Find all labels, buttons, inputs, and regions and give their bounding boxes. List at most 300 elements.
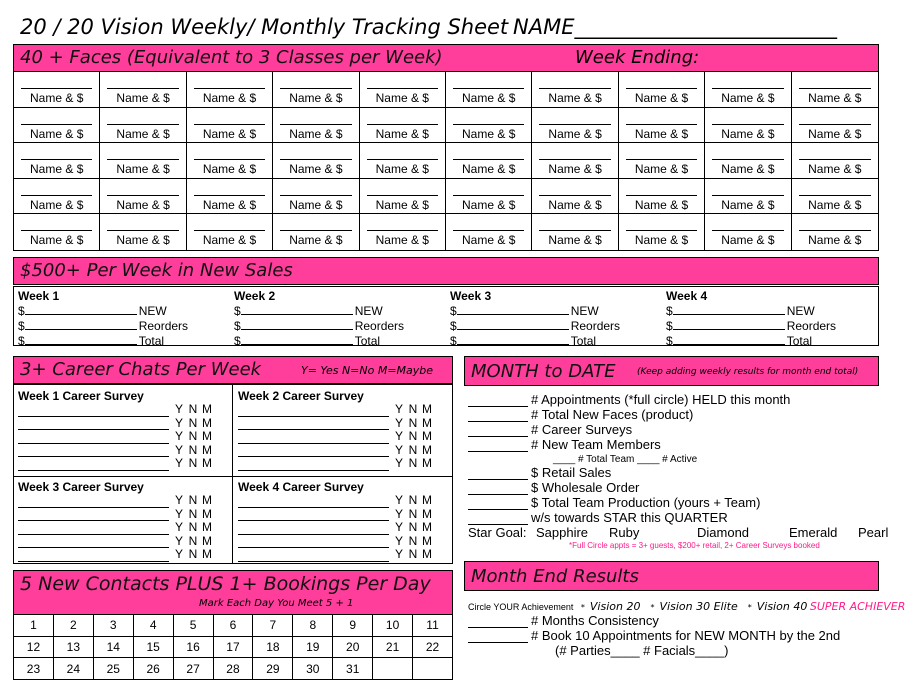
sales-week xyxy=(446,287,662,348)
career-no-option[interactable]: N xyxy=(408,506,418,521)
sales-line-label: Total xyxy=(570,334,597,348)
career-yes-option[interactable]: Y xyxy=(174,415,183,430)
face-entry-cell[interactable] xyxy=(532,72,618,108)
face-entry-line xyxy=(799,230,871,231)
face-entry-cell[interactable] xyxy=(532,179,618,215)
calendar-day[interactable]: 15 xyxy=(133,636,173,658)
career-survey-name-blank[interactable] xyxy=(18,459,169,471)
career-survey-row xyxy=(18,403,215,417)
face-entry-cell[interactable] xyxy=(792,179,878,215)
career-survey-name-blank[interactable] xyxy=(238,445,389,457)
face-entry-line xyxy=(21,159,92,160)
face-entry-label: Name & $ xyxy=(548,162,602,177)
face-entry-cell[interactable] xyxy=(360,72,446,108)
career-yes-option[interactable]: Y xyxy=(394,520,403,534)
level-vision-40[interactable]: Vision 40 xyxy=(756,600,808,613)
face-entry-cell[interactable] xyxy=(273,214,359,250)
face-entry-label: Name & $ xyxy=(634,233,689,248)
sales-amount-blank[interactable] xyxy=(457,318,569,330)
face-entry-label: Name & $ xyxy=(462,162,516,177)
career-no-option[interactable]: N xyxy=(188,415,198,430)
face-entry-line xyxy=(194,124,265,125)
face-entry-cell[interactable] xyxy=(619,143,705,179)
level-vision-20[interactable]: Vision 20 xyxy=(589,600,641,613)
career-yes-option[interactable]: Y xyxy=(394,506,403,521)
face-entry-cell[interactable] xyxy=(14,214,100,250)
face-entry-cell[interactable] xyxy=(187,179,273,215)
sales-week xyxy=(662,287,878,348)
parties-facials-row: (# Parties____ # Facials____) xyxy=(555,643,729,658)
calendar-day[interactable]: 9 xyxy=(333,615,373,637)
career-survey-title: Week 1 Career Survey xyxy=(18,389,144,403)
face-entry-line xyxy=(712,88,783,89)
sales-amount-blank[interactable] xyxy=(25,333,137,345)
face-entry-cell[interactable] xyxy=(532,143,618,179)
career-survey-name-blank[interactable] xyxy=(238,550,389,562)
face-entry-cell[interactable] xyxy=(705,179,791,215)
face-entry-cell[interactable] xyxy=(187,108,273,144)
calendar-day[interactable]: 13 xyxy=(53,636,93,658)
face-entry-label: Name & $ xyxy=(289,197,343,212)
calendar-day[interactable]: 4 xyxy=(133,615,173,637)
face-entry-label: Name & $ xyxy=(375,197,429,212)
career-maybe-option[interactable]: M xyxy=(202,506,212,521)
face-entry-cell[interactable] xyxy=(619,214,705,250)
career-no-option[interactable]: N xyxy=(188,442,198,457)
mtd-blank[interactable] xyxy=(468,467,528,480)
face-entry-cell[interactable] xyxy=(14,143,100,179)
calendar-day[interactable]: 21 xyxy=(373,636,413,658)
face-entry-cell[interactable] xyxy=(446,179,532,215)
face-entry-label: Name & $ xyxy=(634,162,689,177)
career-maybe-option[interactable]: M xyxy=(422,533,432,548)
face-entry-cell[interactable] xyxy=(14,179,100,215)
face-entry-cell[interactable] xyxy=(100,214,186,250)
career-survey-name-blank[interactable] xyxy=(18,405,169,417)
sales-amount-blank[interactable] xyxy=(673,333,785,345)
mtd-blank[interactable] xyxy=(468,512,528,525)
face-entry-cell[interactable] xyxy=(619,108,705,144)
face-entry-line xyxy=(280,230,351,231)
career-survey-name-blank[interactable] xyxy=(238,509,389,521)
face-entry-cell[interactable] xyxy=(619,72,705,108)
career-survey-name-blank[interactable] xyxy=(238,496,389,508)
face-entry-line xyxy=(367,195,438,196)
career-yes-option[interactable]: Y xyxy=(174,520,183,534)
career-no-option[interactable]: N xyxy=(408,442,418,457)
career-survey-name-blank[interactable] xyxy=(18,418,169,430)
dollar-sign: $ xyxy=(450,334,457,348)
mtd-blank[interactable] xyxy=(468,394,528,407)
career-no-option[interactable]: N xyxy=(188,429,198,443)
career-maybe-option[interactable]: M xyxy=(202,429,212,443)
calendar-day[interactable]: 2 xyxy=(53,615,93,637)
star-goal-row xyxy=(468,525,889,540)
career-survey-name-blank[interactable] xyxy=(18,536,169,548)
face-entry-cell[interactable] xyxy=(14,108,100,144)
face-entry-label: Name & $ xyxy=(721,126,775,141)
sales-amount-blank[interactable] xyxy=(25,318,137,330)
career-no-option[interactable]: N xyxy=(188,533,198,548)
career-survey-name-blank[interactable] xyxy=(238,405,389,417)
calendar-day[interactable]: 19 xyxy=(293,636,333,658)
face-entry-cell[interactable] xyxy=(187,214,273,250)
sales-line xyxy=(450,303,662,318)
face-entry-cell[interactable] xyxy=(100,143,186,179)
calendar-day[interactable]: 24 xyxy=(53,658,93,680)
career-survey-name-blank[interactable] xyxy=(18,432,169,444)
career-yes-option[interactable]: Y xyxy=(394,429,403,443)
name-field[interactable]: NAME_________________________ xyxy=(513,15,837,39)
mtd-row xyxy=(468,510,728,525)
career-no-option[interactable]: N xyxy=(408,456,418,470)
face-entry-label: Name & $ xyxy=(808,197,862,212)
face-entry-cell[interactable] xyxy=(100,108,186,144)
career-maybe-option[interactable]: M xyxy=(202,415,212,430)
calendar-day[interactable]: 12 xyxy=(14,636,54,658)
career-yes-option[interactable]: Y xyxy=(394,533,403,548)
career-title: 3+ Career Chats Per Week xyxy=(20,359,262,380)
career-section-header xyxy=(13,356,453,384)
career-no-option[interactable]: N xyxy=(408,429,418,443)
mtd-row xyxy=(468,437,661,452)
mtd-footnote: *Full Circle appts = 3+ guests, $200+ retail, 2+ Career Surveys booked xyxy=(569,541,820,550)
calendar-day[interactable]: 3 xyxy=(93,615,133,637)
career-no-option[interactable]: N xyxy=(188,456,198,470)
page-title: 20 / 20 Vision Weekly/ Monthly Tracking Sheet xyxy=(20,15,509,39)
face-entry-label: Name & $ xyxy=(202,126,257,141)
face-entry-line xyxy=(21,88,92,89)
career-no-option[interactable]: N xyxy=(408,547,418,561)
face-entry-line xyxy=(539,195,610,196)
career-maybe-option[interactable]: M xyxy=(202,442,212,457)
face-entry-line xyxy=(539,159,610,160)
face-entry-cell[interactable] xyxy=(14,72,100,108)
dollar-sign: $ xyxy=(234,304,241,318)
face-entry-line xyxy=(453,159,524,160)
face-entry-cell[interactable] xyxy=(360,143,446,179)
calendar-day[interactable]: 5 xyxy=(173,615,213,637)
face-entry-label: Name & $ xyxy=(30,197,84,212)
career-maybe-option[interactable]: M xyxy=(422,547,432,561)
month-end-section-header xyxy=(464,561,879,591)
faces-grid xyxy=(13,71,879,251)
career-maybe-option[interactable]: M xyxy=(202,520,212,534)
face-entry-cell[interactable] xyxy=(273,179,359,215)
calendar-day[interactable]: 23 xyxy=(14,658,54,680)
face-entry-cell[interactable] xyxy=(446,108,532,144)
face-entry-cell[interactable] xyxy=(705,143,791,179)
sales-amount-blank[interactable] xyxy=(457,303,569,315)
career-yes-option[interactable]: Y xyxy=(174,493,183,507)
career-no-option[interactable]: N xyxy=(188,506,198,521)
face-entry-label: Name & $ xyxy=(634,126,689,141)
career-maybe-option[interactable]: M xyxy=(422,456,432,470)
calendar-day[interactable]: 18 xyxy=(253,636,293,658)
face-entry-label: Name & $ xyxy=(548,91,602,105)
career-yes-option[interactable]: Y xyxy=(174,506,183,521)
achievement-row xyxy=(468,600,905,613)
face-entry-cell[interactable] xyxy=(360,179,446,215)
career-maybe-option[interactable]: M xyxy=(422,402,432,416)
career-yes-option[interactable]: Y xyxy=(174,429,183,443)
career-no-option[interactable]: N xyxy=(408,415,418,430)
career-no-option[interactable]: N xyxy=(188,402,198,416)
career-maybe-option[interactable]: M xyxy=(422,415,432,430)
career-no-option[interactable]: N xyxy=(188,520,198,534)
career-yes-option[interactable]: Y xyxy=(174,547,183,561)
star-pearl: Pearl xyxy=(858,525,889,540)
calendar-day[interactable]: 1 xyxy=(14,615,54,637)
calendar-day[interactable]: 31 xyxy=(333,658,373,680)
mtd-blank[interactable] xyxy=(468,439,528,452)
career-survey-row xyxy=(18,494,215,508)
calendar-day[interactable]: 6 xyxy=(213,615,253,637)
months-consistency-blank[interactable] xyxy=(468,615,528,628)
face-entry-cell[interactable] xyxy=(705,108,791,144)
career-survey-name-blank[interactable] xyxy=(238,418,389,430)
career-survey-name-blank[interactable] xyxy=(238,523,389,535)
sales-section-header xyxy=(13,257,879,285)
career-no-option[interactable]: N xyxy=(188,547,198,561)
career-maybe-option[interactable]: M xyxy=(202,402,212,416)
face-entry-cell[interactable] xyxy=(187,143,273,179)
career-yes-option[interactable]: Y xyxy=(394,456,403,470)
face-entry-label: Name & $ xyxy=(116,162,170,177)
face-entry-cell[interactable] xyxy=(446,214,532,250)
face-entry-line xyxy=(280,159,351,160)
months-consistency-label: # Months Consistency xyxy=(531,613,659,628)
dollar-sign: $ xyxy=(666,334,673,348)
face-entry-line xyxy=(799,124,871,125)
career-survey-name-blank[interactable] xyxy=(238,536,389,548)
face-entry-cell[interactable] xyxy=(705,214,791,250)
career-yes-option[interactable]: Y xyxy=(174,442,183,457)
mtd-section-header xyxy=(464,356,879,386)
mtd-blank[interactable] xyxy=(468,409,528,422)
calendar-day[interactable] xyxy=(373,658,413,680)
mtd-label: $ Total Team Production (yours + Team) xyxy=(531,495,761,510)
face-entry-label: Name & $ xyxy=(202,197,257,212)
calendar-day[interactable]: 29 xyxy=(253,658,293,680)
career-survey-name-blank[interactable] xyxy=(238,459,389,471)
sales-amount-blank[interactable] xyxy=(673,318,785,330)
career-no-option[interactable]: N xyxy=(408,493,418,507)
career-survey-row xyxy=(18,508,215,522)
book-appointments-blank[interactable] xyxy=(468,630,528,643)
career-yes-option[interactable]: Y xyxy=(394,493,403,507)
sales-line xyxy=(234,303,446,318)
career-survey-name-blank[interactable] xyxy=(18,523,169,535)
calendar-day[interactable]: 11 xyxy=(413,615,453,637)
team-sub-row: ____ # Total Team ____ # Active xyxy=(553,454,698,465)
face-entry-cell[interactable] xyxy=(273,72,359,108)
calendar-day[interactable]: 30 xyxy=(293,658,333,680)
face-entry-line xyxy=(799,88,871,89)
calendar-day[interactable]: 20 xyxy=(333,636,373,658)
career-no-option[interactable]: N xyxy=(408,402,418,416)
super-achiever-label: SUPER ACHIEVER xyxy=(809,600,905,613)
career-maybe-option[interactable]: M xyxy=(202,456,212,470)
face-entry-cell[interactable] xyxy=(532,214,618,250)
career-survey-name-blank[interactable] xyxy=(18,496,169,508)
star-mark: * xyxy=(747,603,752,612)
career-survey-title: Week 3 Career Survey xyxy=(18,480,144,494)
star-sapphire: Sapphire xyxy=(536,525,589,540)
career-maybe-option[interactable]: M xyxy=(422,429,432,443)
career-survey-name-blank[interactable] xyxy=(18,550,169,562)
career-yes-option[interactable]: Y xyxy=(394,415,403,430)
face-entry-line xyxy=(799,195,871,196)
career-survey-title: Week 4 Career Survey xyxy=(238,480,364,494)
mtd-row xyxy=(468,392,790,407)
sales-line xyxy=(18,303,230,318)
face-entry-cell[interactable] xyxy=(360,214,446,250)
calendar-day[interactable]: 25 xyxy=(93,658,133,680)
sales-week-label: Week 4 xyxy=(666,289,708,303)
face-entry-cell[interactable] xyxy=(187,72,273,108)
mtd-note: (Keep adding weekly results for month end total) xyxy=(637,367,859,377)
face-entry-cell[interactable] xyxy=(446,143,532,179)
contacts-title: 5 New Contacts PLUS 1+ Bookings Per Day xyxy=(20,573,431,595)
career-maybe-option[interactable]: M xyxy=(202,533,212,548)
sales-amount-blank[interactable] xyxy=(457,333,569,345)
career-no-option[interactable]: N xyxy=(408,533,418,548)
mtd-blank[interactable] xyxy=(468,424,528,437)
career-maybe-option[interactable]: M xyxy=(202,547,212,561)
mtd-label: # New Team Members xyxy=(531,437,661,452)
face-entry-line xyxy=(453,230,524,231)
sales-week-label: Week 3 xyxy=(450,289,492,303)
star-emerald: Emerald xyxy=(789,525,838,540)
face-entry-line xyxy=(453,88,524,89)
star-mark: * xyxy=(650,603,655,612)
face-entry-label: Name & $ xyxy=(30,233,84,248)
sales-line-label: Reorders xyxy=(354,319,405,333)
career-no-option[interactable]: N xyxy=(188,493,198,507)
calendar-day[interactable]: 22 xyxy=(413,636,453,658)
face-entry-cell[interactable] xyxy=(619,179,705,215)
career-survey-name-blank[interactable] xyxy=(238,432,389,444)
face-entry-line xyxy=(799,159,871,160)
career-yes-option[interactable]: Y xyxy=(394,442,403,457)
sales-amount-blank[interactable] xyxy=(241,303,353,315)
level-vision-30[interactable]: Vision 30 Elite xyxy=(659,600,738,613)
career-yes-option[interactable]: Y xyxy=(394,547,403,561)
calendar-day[interactable]: 7 xyxy=(253,615,293,637)
face-entry-label: Name & $ xyxy=(808,126,862,141)
face-entry-cell[interactable] xyxy=(792,143,878,179)
face-entry-line xyxy=(21,195,92,196)
face-entry-label: Name & $ xyxy=(721,162,775,177)
career-maybe-option[interactable]: M xyxy=(422,506,432,521)
mtd-row xyxy=(468,495,760,510)
face-entry-cell[interactable] xyxy=(273,108,359,144)
face-entry-cell[interactable] xyxy=(532,108,618,144)
calendar-day[interactable]: 14 xyxy=(93,636,133,658)
career-maybe-option[interactable]: M xyxy=(202,493,212,507)
month-end-title: Month End Results xyxy=(471,566,639,587)
star-ruby: Ruby xyxy=(609,525,640,540)
face-entry-line xyxy=(453,124,524,125)
face-entry-label: Name & $ xyxy=(462,126,516,141)
sales-week-label: Week 2 xyxy=(234,289,276,303)
calendar-day[interactable]: 17 xyxy=(213,636,253,658)
career-yes-option[interactable]: Y xyxy=(174,456,183,470)
face-entry-line xyxy=(712,230,783,231)
face-entry-line xyxy=(539,88,610,89)
sales-line-label: NEW xyxy=(354,304,383,318)
career-survey-row xyxy=(18,521,215,535)
face-entry-label: Name & $ xyxy=(289,91,343,105)
face-entry-cell[interactable] xyxy=(792,72,878,108)
mtd-row xyxy=(468,480,639,495)
calendar-day[interactable] xyxy=(413,658,453,680)
sales-amount-blank[interactable] xyxy=(241,333,353,345)
career-box xyxy=(13,384,453,564)
calendar-day[interactable]: 27 xyxy=(173,658,213,680)
calendar-day[interactable]: 28 xyxy=(213,658,253,680)
career-survey-name-blank[interactable] xyxy=(18,509,169,521)
sales-line xyxy=(666,303,878,318)
face-entry-line xyxy=(367,124,438,125)
career-survey-name-blank[interactable] xyxy=(18,445,169,457)
career-survey-row xyxy=(238,444,435,458)
days-calendar xyxy=(13,614,453,680)
calendar-row xyxy=(14,658,453,680)
sales-amount-blank[interactable] xyxy=(673,303,785,315)
calendar-day[interactable]: 26 xyxy=(133,658,173,680)
face-entry-line xyxy=(626,124,697,125)
mtd-blank[interactable] xyxy=(468,497,528,510)
calendar-day[interactable]: 16 xyxy=(173,636,213,658)
face-entry-label: Name & $ xyxy=(116,233,170,248)
face-entry-label: Name & $ xyxy=(462,233,516,248)
career-no-option[interactable]: N xyxy=(408,520,418,534)
face-entry-cell[interactable] xyxy=(100,72,186,108)
calendar-day[interactable]: 8 xyxy=(293,615,333,637)
face-entry-cell[interactable] xyxy=(705,72,791,108)
career-yes-option[interactable]: Y xyxy=(174,402,183,416)
sales-line-label: NEW xyxy=(138,304,167,318)
face-entry-cell[interactable] xyxy=(360,108,446,144)
career-maybe-option[interactable]: M xyxy=(422,520,432,534)
face-entry-cell[interactable] xyxy=(792,108,878,144)
face-entry-label: Name & $ xyxy=(462,197,516,212)
sales-amount-blank[interactable] xyxy=(25,303,137,315)
face-entry-line xyxy=(367,230,438,231)
face-entry-cell[interactable] xyxy=(100,179,186,215)
mtd-blank[interactable] xyxy=(468,482,528,495)
face-entry-cell[interactable] xyxy=(792,214,878,250)
career-maybe-option[interactable]: M xyxy=(422,442,432,457)
face-entry-label: Name & $ xyxy=(116,197,170,212)
mtd-title: MONTH to DATE xyxy=(471,361,616,382)
career-yes-option[interactable]: Y xyxy=(174,533,183,548)
face-entry-cell[interactable] xyxy=(273,143,359,179)
career-yes-option[interactable]: Y xyxy=(394,402,403,416)
sales-amount-blank[interactable] xyxy=(241,318,353,330)
face-entry-label: Name & $ xyxy=(30,126,84,141)
sales-line xyxy=(666,333,878,348)
face-entry-label: Name & $ xyxy=(721,233,775,248)
career-maybe-option[interactable]: M xyxy=(422,493,432,507)
face-entry-cell[interactable] xyxy=(446,72,532,108)
sales-line-label: Total xyxy=(786,334,813,348)
face-entry-label: Name & $ xyxy=(548,126,602,141)
calendar-day[interactable]: 10 xyxy=(373,615,413,637)
dollar-sign: $ xyxy=(18,334,25,348)
